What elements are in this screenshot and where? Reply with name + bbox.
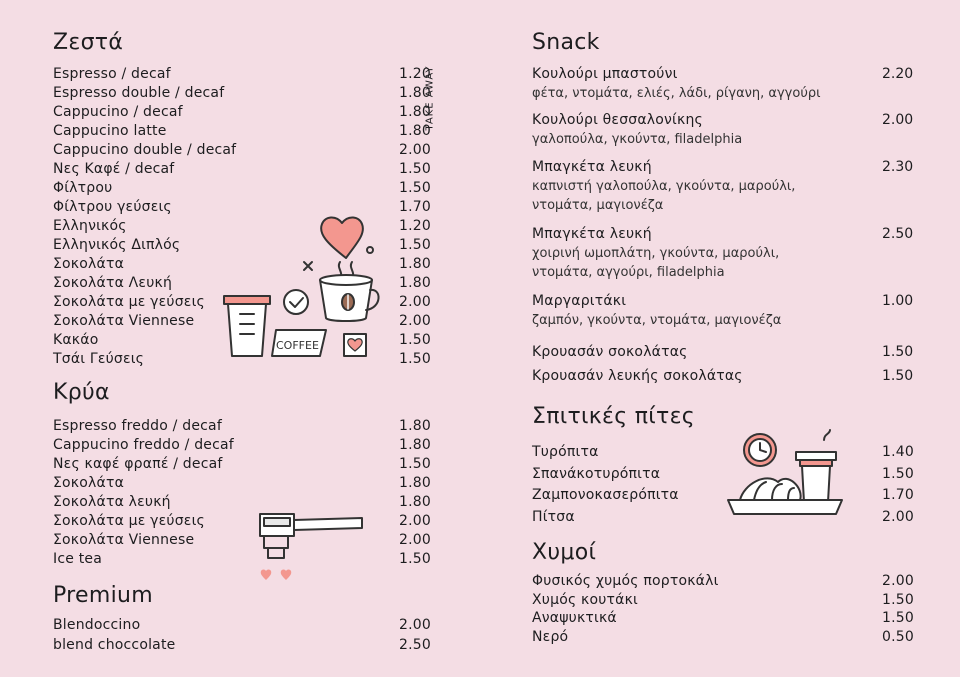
section-title-premium: Premium: [53, 583, 153, 608]
snack-item-description: φέτα, ντομάτα, ελιές, λάδι, ρίγανη, αγγούρι: [532, 86, 821, 101]
snack-item-name: Μπαγκέτα λευκή: [532, 159, 652, 175]
hot-item-name: Cappucino / decaf: [53, 104, 183, 120]
cold-item-name: Σοκολάτα λευκή: [53, 494, 171, 510]
premium-item-row: [53, 637, 438, 656]
snack-item-price: 2.30: [882, 159, 914, 175]
snack-item-description: ζαμπόν, γκούντα, ντομάτα, μαγιονέζα: [532, 313, 782, 328]
premium-item-price: 2.50: [399, 636, 431, 653]
juice-item-row: [532, 592, 922, 611]
pies-illustration: [726, 428, 846, 524]
snack-item-price: 2.20: [882, 66, 914, 82]
hot-item-price: 1.20: [399, 218, 431, 234]
section-title-hot: Ζεστά: [53, 30, 124, 55]
coffee-label: COFFEE: [276, 339, 319, 352]
hot-item-price: 1.80: [399, 123, 431, 139]
hot-item-name: Νες Καφέ / decaf: [53, 161, 175, 177]
cold-item-row: [53, 532, 438, 551]
pie-item-price: 1.40: [882, 444, 914, 460]
section-title-snack: Snack: [532, 30, 600, 55]
premium-item-price: 2.00: [399, 617, 431, 633]
juice-item-price: 1.50: [882, 591, 914, 608]
hot-item-name: Σοκολάτα: [53, 256, 124, 272]
snack-item-description: χοιρινή ωμοπλάτη, γκούντα, μαρούλι, ντομάτα, αγγούρι, filadelphia: [532, 246, 780, 280]
snack-item: [532, 368, 922, 384]
snack-item: [532, 159, 922, 215]
pie-item-name: Τυρόπιτα: [532, 444, 599, 460]
snack-item-price: 1.00: [882, 293, 914, 309]
cold-item-name: Σοκολάτα Viennese: [53, 532, 195, 548]
premium-item-name: Blendoccino: [53, 617, 141, 633]
hot-item-row: [53, 123, 438, 142]
juice-item-row: [532, 629, 922, 648]
hot-item-name: Ελληνικός: [53, 218, 127, 234]
hot-item-name: Σοκολάτα Λευκή: [53, 275, 173, 291]
cold-item-row: [53, 418, 438, 437]
snack-item-name: Κρουασάν σοκολάτας: [532, 344, 688, 360]
hot-item-name: Espresso / decaf: [53, 66, 171, 82]
juice-item-price: 2.00: [882, 573, 914, 589]
cold-item-price: 2.00: [399, 532, 431, 548]
snack-item: [532, 344, 922, 360]
juice-item-name: Νερό: [532, 628, 569, 645]
pie-item-name: Σπανάκοτυρόπιτα: [532, 465, 661, 482]
juice-item-price: 1.50: [882, 610, 914, 626]
juice-item-price: 0.50: [882, 628, 914, 645]
cold-item-price: 1.80: [399, 437, 431, 453]
portafilter-illustration: [258, 508, 368, 588]
snack-item-description: γαλοπούλα, γκούντα, filadelphia: [532, 132, 743, 147]
pie-item-price: 2.00: [882, 508, 914, 525]
cold-item-row: [53, 475, 438, 494]
pie-item-name: Ζαμπονοκασερόπιτα: [532, 487, 679, 503]
cold-item-price: 1.50: [399, 551, 431, 567]
hot-item-price: 2.00: [399, 142, 431, 158]
hot-item-name: Σοκολάτα με γεύσεις: [53, 294, 205, 310]
cold-item-name: Σοκολάτα: [53, 475, 124, 491]
cold-item-row: [53, 494, 438, 513]
juice-item-name: Χυμός κουτάκι: [532, 591, 638, 608]
hot-item-price: 1.50: [399, 161, 431, 177]
hot-item-row: [53, 180, 438, 199]
snack-item-name: Μπαγκέτα λευκή: [532, 226, 652, 242]
cold-item-price: 2.00: [399, 513, 431, 529]
cold-item-row: [53, 437, 438, 456]
snack-item-description: καπνιστή γαλοπούλα, γκούντα, μαρούλι, ντομάτα, μαγιονέζα: [532, 179, 796, 213]
cold-item-name: Νες καφέ φραπέ / decaf: [53, 456, 223, 472]
snack-item-price: 2.50: [882, 226, 914, 242]
premium-item-row: [53, 617, 438, 636]
hot-item-price: 1.70: [399, 199, 431, 215]
snack-item-price: 1.50: [882, 344, 914, 360]
hot-item-price: 1.50: [399, 332, 431, 348]
cold-item-name: Σοκολάτα με γεύσεις: [53, 513, 205, 529]
snack-item: [532, 112, 922, 149]
hot-item-name: Cappucino double / decaf: [53, 142, 237, 158]
pie-item-price: 1.50: [882, 465, 914, 482]
hot-item-price: 1.50: [399, 237, 431, 253]
snack-item: [532, 226, 922, 282]
snack-item-name: Κρουασάν λευκής σοκολάτας: [532, 368, 743, 384]
juice-item-name: Φυσικός χυμός πορτοκάλι: [532, 573, 719, 589]
juice-item-name: Αναψυκτικά: [532, 610, 617, 626]
cold-item-row: [53, 551, 438, 570]
section-title-juices: Χυμοί: [532, 540, 597, 565]
hot-item-row: [53, 142, 438, 161]
snack-item-price: 1.50: [882, 368, 914, 384]
juice-item-row: [532, 610, 922, 629]
snack-item-price: 2.00: [882, 112, 914, 128]
hot-item-row: [53, 161, 438, 180]
hot-item-name: Φίλτρου: [53, 180, 113, 196]
hot-item-price: 1.50: [399, 351, 431, 367]
hot-item-name: Ελληνικός Διπλός: [53, 237, 181, 253]
hot-item-price: 1.80: [399, 275, 431, 291]
hot-item-name: Κακάο: [53, 332, 99, 348]
hot-item-price: 1.20: [399, 66, 431, 82]
hot-item-price: 1.80: [399, 256, 431, 272]
cold-item-row: [53, 513, 438, 532]
snack-item-name: Κουλούρι μπαστούνι: [532, 66, 678, 82]
hot-item-row: [53, 104, 438, 123]
hot-item-price: 1.80: [399, 104, 431, 120]
snack-item: [532, 293, 922, 330]
heart-icon: [321, 217, 363, 258]
snack-item-name: Κουλούρι θεσσαλονίκης: [532, 112, 703, 128]
hot-item-price: 2.00: [399, 294, 431, 310]
cold-item-price: 1.50: [399, 456, 431, 472]
cold-item-price: 1.80: [399, 418, 431, 434]
hot-item-price: 1.50: [399, 180, 431, 196]
section-title-pies: Σπιτικές πίτες: [532, 404, 695, 429]
hot-item-name: Σοκολάτα Viennese: [53, 313, 195, 329]
section-title-cold: Κρύα: [53, 380, 110, 405]
cold-item-price: 1.80: [399, 494, 431, 510]
cold-item-name: Cappucino freddo / decaf: [53, 437, 234, 453]
snack-item: [532, 66, 922, 103]
cold-item-price: 1.80: [399, 475, 431, 491]
cold-item-row: [53, 456, 438, 475]
coffee-illustration: [220, 210, 390, 362]
hot-item-name: Cappucino latte: [53, 123, 167, 139]
pie-item-price: 1.70: [882, 487, 914, 503]
premium-item-name: blend choccolate: [53, 636, 176, 653]
hot-item-price: 2.00: [399, 313, 431, 329]
pie-item-name: Πίτσα: [532, 508, 575, 525]
hot-item-price: 1.80: [399, 85, 431, 101]
hot-item-name: Espresso double / decaf: [53, 85, 225, 101]
cold-item-name: Ice tea: [53, 551, 102, 567]
take-away-label: TAKE AWAY: [424, 65, 436, 131]
cold-item-name: Espresso freddo / decaf: [53, 418, 222, 434]
juice-item-row: [532, 573, 922, 592]
snack-item-name: Μαργαριτάκι: [532, 293, 627, 309]
hot-item-row: [53, 85, 438, 104]
hot-item-name: Τσάι Γεύσεις: [53, 351, 145, 367]
hot-item-name: Φίλτρου γεύσεις: [53, 199, 172, 215]
hot-item-row: [53, 66, 438, 85]
